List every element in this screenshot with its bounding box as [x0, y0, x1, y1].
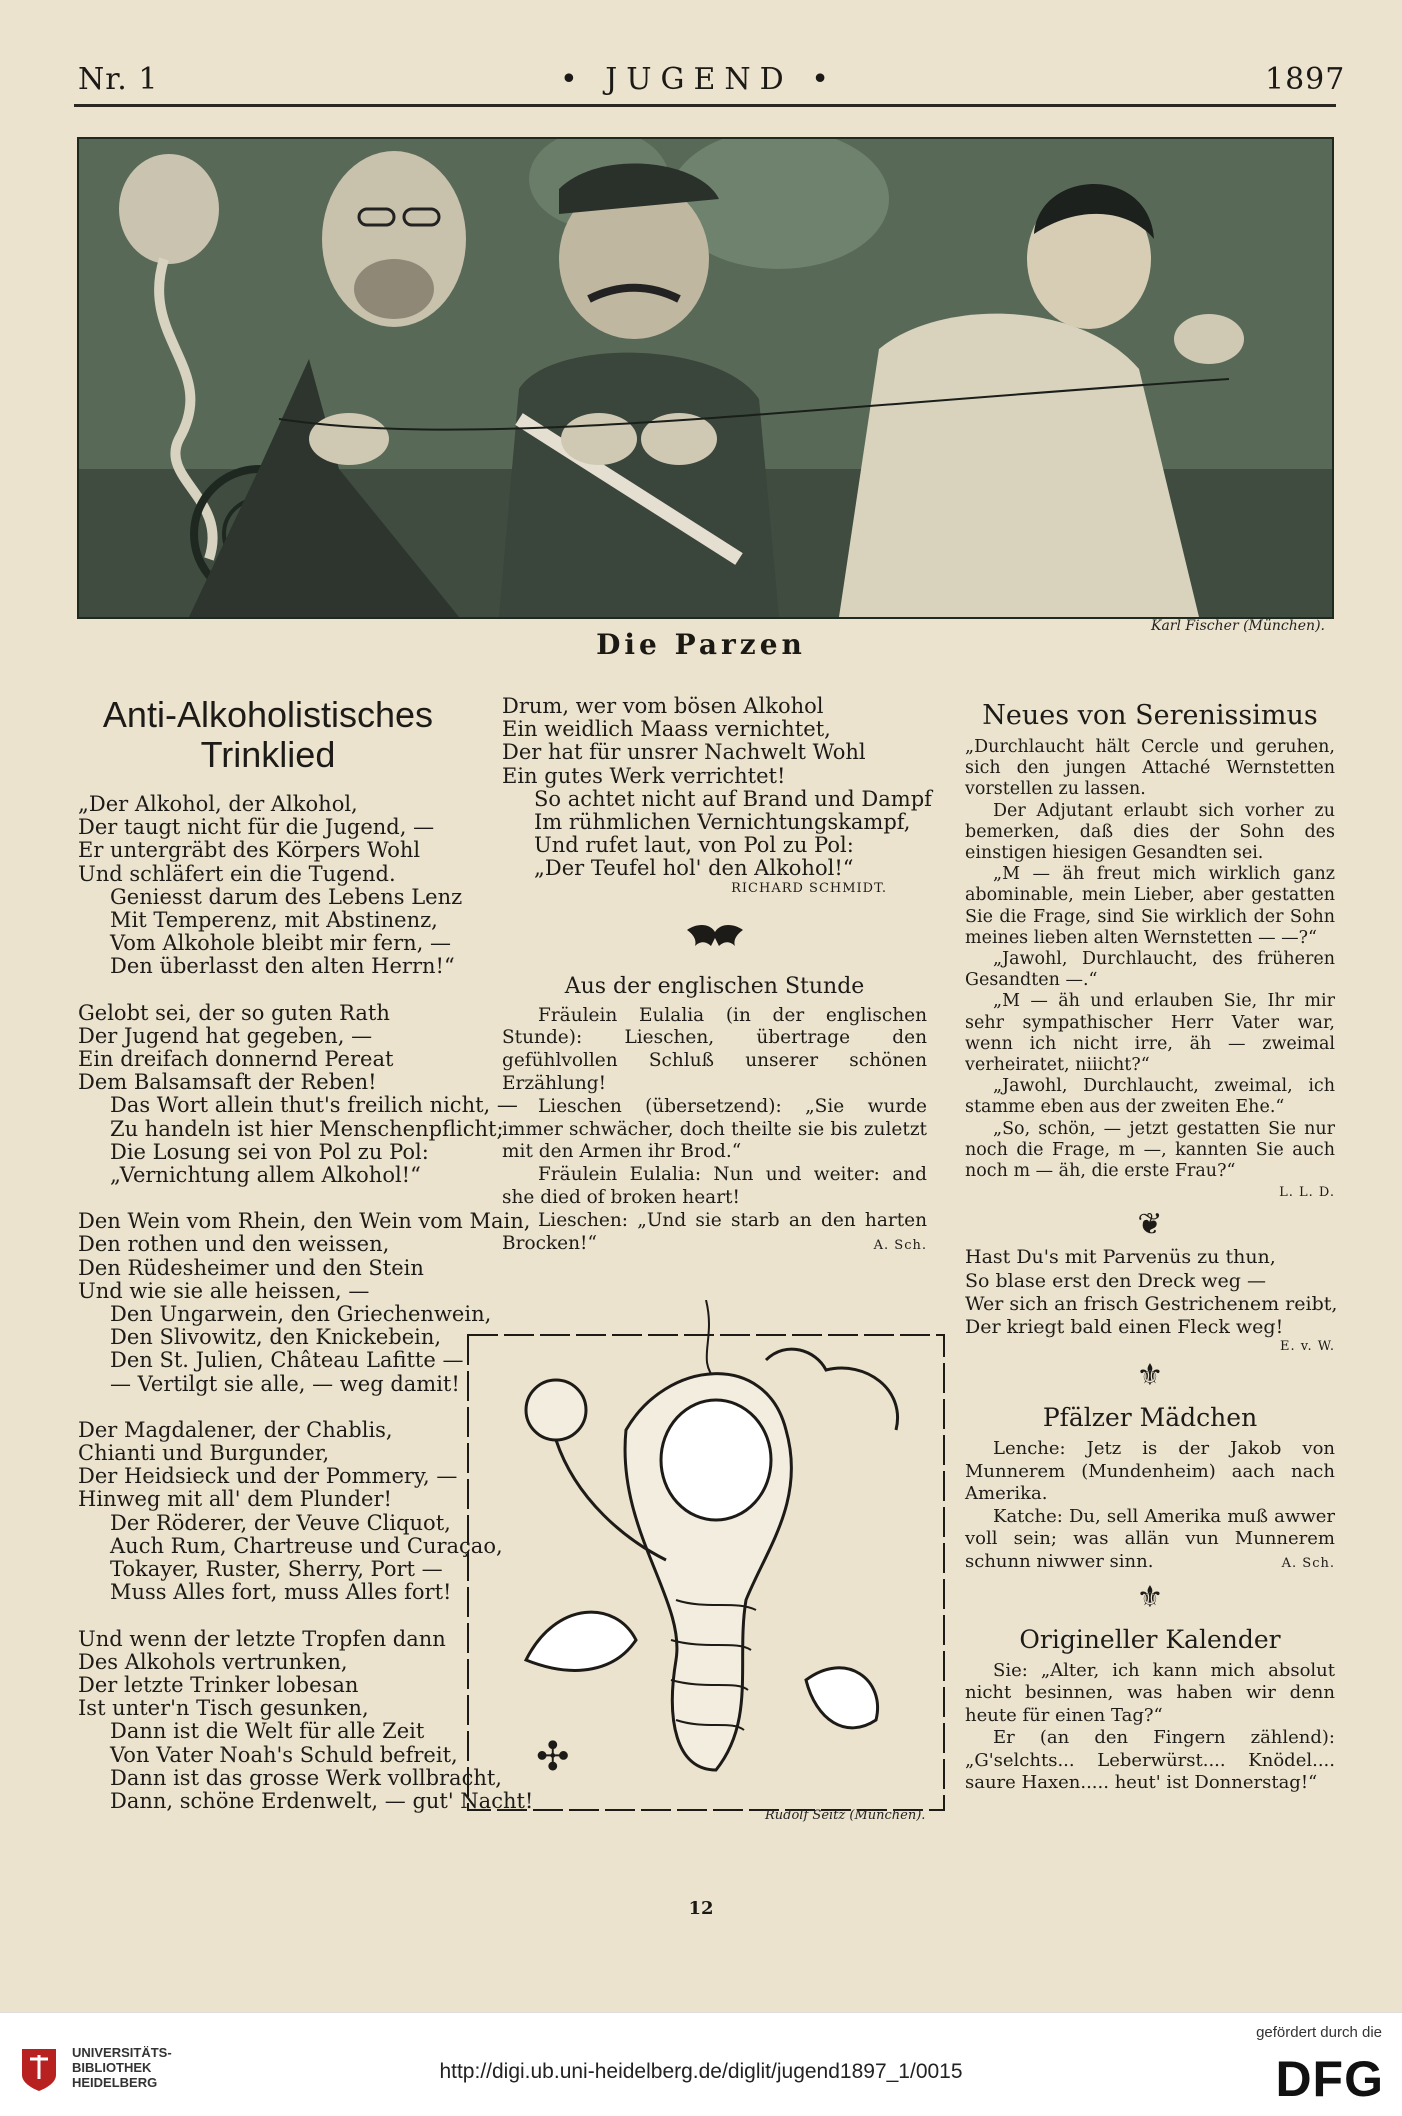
permalink-url[interactable]: http://digi.ub.uni-heidelberg.de/diglit/jugend1897_1/0015	[439, 2060, 963, 2083]
verse-line: Muss Alles fort, muss Alles fort!	[110, 1580, 452, 1605]
bat-ornament	[502, 920, 927, 954]
svg-text:✣: ✣	[536, 1734, 570, 1780]
text-paragraph: L. L. D.	[1279, 1185, 1335, 1201]
verse-line: Den Rüdesheimer und den Stein	[78, 1255, 424, 1280]
verse-line: Vom Alkohole bleibt mir fern, —	[110, 931, 452, 956]
verse-line: Ein gutes Werk verrichtet!	[502, 763, 786, 788]
banner-credit: Karl Fischer (München).	[1151, 618, 1325, 634]
stanza-1	[78, 792, 463, 979]
funding-label: gefördert durch die	[1256, 2024, 1382, 2041]
poem-author: RICHARD SCHMIDT.	[731, 880, 887, 896]
verse-line: Und wenn der letzte Tropfen dann	[78, 1626, 446, 1651]
verse-line: Der Heidsieck und der Pommery, —	[78, 1464, 458, 1489]
text-paragraph: Trinklied	[200, 734, 336, 775]
text-paragraph: Sie: „Alter, ich kann mich absolut nicht besinnen, was haben wir denn heute für einen Tag?“	[965, 1659, 1335, 1726]
text-paragraph: A. Sch.	[873, 1238, 927, 1254]
verse-line: Von Vater Noah's Schuld befreit,	[110, 1742, 458, 1767]
text-paragraph: Katche: Du, sell Amerika muß awwer voll sein; was allän vun Munnerem schunn niwwer sinn.	[965, 1505, 1335, 1572]
bat-icon	[685, 920, 745, 950]
serenissimus-text	[965, 737, 1335, 1203]
text-paragraph: Fräulein Eulalia (in der englischen Stunde): Lieschen, übertrage den gefühlvollen Schluß unserer schönen Erzählung!	[502, 1004, 927, 1095]
verse-line: Dann, schöne Erdenwelt, — gut' Nacht!	[110, 1788, 534, 1813]
verse-line: Ein dreifach donnernd Pereat	[78, 1047, 394, 1072]
text-paragraph: Lieschen: „Und sie starb an den harten Brocken!“	[502, 1209, 927, 1254]
verse-line: Den überlasst den alten Herrn!“	[110, 954, 455, 979]
verse-line: Den St. Julien, Château Lafitte —	[110, 1348, 464, 1373]
verse-line: Und wie sie alle heissen, —	[78, 1278, 370, 1303]
verse-line: So achtet nicht auf Brand und Dampf	[534, 786, 932, 811]
text-paragraph: „M — äh freut mich wirklich ganz abominable, mein Lieber, aber gestatten Sie die Frage, sind Sie wirklich der Sohn meines lieben alten Wernstetten — —?“	[965, 864, 1335, 948]
verse-line: Chianti und Burgunder,	[78, 1441, 330, 1466]
text-paragraph: „Durchlaucht hält Cercle und geruhen, sich den jungen Attaché Wernstetten vorstellen zu lassen.	[965, 737, 1335, 800]
page-number: 12	[688, 1898, 714, 1919]
verse-line: Mit Temperenz, mit Abstinenz,	[110, 908, 438, 933]
banner-caption: Die Parzen	[596, 628, 806, 661]
verse-line: Der hat für unsrer Nachwelt Wohl	[502, 740, 866, 765]
verse-line: Dann ist die Welt für alle Zeit	[110, 1719, 425, 1744]
stanza-4	[78, 1417, 503, 1605]
stunde-text	[502, 1005, 927, 1259]
stanza-2	[78, 1000, 518, 1188]
text-paragraph: BIBLIOTHEK	[72, 2060, 152, 2075]
kalender-text	[965, 1660, 1335, 1795]
text-paragraph: Lieschen (übersetzend): „Sie wurde immer schwächer, doch theilte sie bis zuletzt mit den Armen ihr Brod.“	[502, 1095, 927, 1163]
verse-line: Und rufet laut, von Pol zu Pol:	[534, 833, 854, 858]
verse-line: Geniesst darum des Lebens Lenz	[110, 884, 463, 909]
ornamental-drawing	[466, 1300, 946, 1825]
magazine-title: • JUGEND •	[560, 62, 838, 97]
text-paragraph: HEIDELBERG	[72, 2075, 158, 2090]
middle-column	[502, 694, 932, 1258]
text-paragraph: „Jawohl, Durchlaucht, zweimal, ich stamme eben aus der zweiten Ehe.“	[965, 1076, 1335, 1118]
poem-title	[78, 695, 458, 775]
pfaelzer-title: Pfälzer Mädchen	[1042, 1403, 1258, 1433]
verse-line: Hinweg mit all' dem Plunder!	[78, 1487, 392, 1512]
text-paragraph: Der Adjutant erlaubt sich vorher zu bemerken, daß dies der Sohn des einstigen hiesigen Gesandten sei.	[965, 800, 1335, 864]
verse-line: Die Losung sei von Pol zu Pol:	[110, 1139, 429, 1164]
serenissimus-title: Neues von Serenissimus	[982, 700, 1318, 731]
verse-line: Wer sich an frisch Gestrichenem reibt,	[965, 1292, 1338, 1315]
verse-line: Hast Du's mit Parvenüs zu thun,	[965, 1246, 1276, 1269]
right-column	[965, 700, 1338, 1795]
fleur-ornament-icon-2: ⚜	[1136, 1579, 1164, 1615]
parvenu-verse: Hast Du's mit Parvenüs zu thun, So blase erst den Dreck weg — Wer sich an frisch Gestrichenem reibt, Der kriegt bald einen Fleck weg! E. v. W.	[965, 1246, 1338, 1355]
verse-line: Er untergräbt des Körpers Wohl	[78, 838, 421, 863]
verse-line: Der Jugend hat gegeben, —	[78, 1023, 373, 1048]
verse-line: — Vertilgt sie alle, — weg damit!	[110, 1371, 460, 1396]
stanza-6	[502, 694, 932, 881]
text-paragraph: A. Sch.	[1281, 1556, 1335, 1572]
text-paragraph: Fräulein Eulalia: Nun und weiter: and she died of broken heart!	[502, 1164, 927, 1208]
verse-line: Ist unter'n Tisch gesunken,	[78, 1696, 369, 1721]
verse-line: Des Alkohols vertrunken,	[78, 1649, 348, 1674]
verse-line: Zu handeln ist hier Menschenpflicht;	[110, 1116, 504, 1141]
verse-line: Den Slivowitz, den Knickebein,	[110, 1325, 442, 1350]
verse-line: So blase erst den Dreck weg —	[965, 1269, 1266, 1292]
verse-line: Der taugt nicht für die Jugend, —	[78, 815, 435, 840]
fleur-ornament-icon: ⚜	[1136, 1358, 1164, 1394]
verse-line: Gelobt sei, der so guten Rath	[78, 1000, 390, 1025]
verse-line: Der kriegt bald einen Fleck weg!	[965, 1316, 1284, 1339]
text-paragraph: Er (an den Fingern zählend): „G'selchts... Leberwürst.... Knödel.... saure Haxen..... heut' ist Donnerstag!“	[965, 1727, 1335, 1794]
verse-line: Den Wein vom Rhein, den Wein vom Main,	[78, 1209, 531, 1234]
scroll-ornament-icon: ❦	[1137, 1207, 1163, 1243]
verse-line: Den Ungarwein, den Griechenwein,	[110, 1302, 492, 1327]
verse-line: Der Magdalener, der Chablis,	[78, 1417, 393, 1442]
verse-line: „Vernichtung allem Alkohol!“	[110, 1163, 421, 1188]
verse-line: Drum, wer vom bösen Alkohol	[502, 694, 824, 718]
verse-line: Auch Rum, Chartreuse und Curaçao,	[110, 1533, 503, 1558]
verse-line: Der Röderer, der Veuve Cliquot,	[110, 1510, 451, 1535]
text-paragraph: Lenche: Jetz is der Jakob von Munnerem (Mundenheim) aach nach Amerika.	[965, 1438, 1335, 1505]
header-rule	[74, 104, 1336, 107]
verse-line: Dem Balsamsaft der Reben!	[78, 1070, 377, 1095]
verse-line: Und schläfert ein die Tugend.	[78, 861, 396, 886]
text-paragraph: „M — äh und erlauben Sie, Ihr mir sehr sympathischer Herr Vater war, wenn ich nicht irre, äh — zweimal verheiratet, niiicht?“	[965, 991, 1335, 1076]
verse-line: Den rothen und den weissen,	[78, 1232, 390, 1257]
verse-line: „Der Teufel hol' den Alkohol!“	[534, 856, 854, 881]
issue-year: 1897	[1265, 62, 1346, 97]
stanza-3	[78, 1209, 531, 1396]
verse-line: Im rühmlichen Vernichtungskampf,	[534, 810, 911, 835]
stanza-5	[78, 1626, 534, 1814]
drawing-credit: Rudolf Seitz (München).	[765, 1808, 926, 1823]
stunde-title: Aus der englischen Stunde	[564, 973, 865, 999]
verse-line: Der letzte Trinker lobesan	[78, 1672, 359, 1697]
banner-illustration	[77, 137, 1334, 619]
text-paragraph: „So, schön, — jetzt gestatten Sie nur noch die Frage, m —, kannten Sie auch noch m — äh, die erste Frau?“	[965, 1118, 1335, 1182]
pfaelzer-text	[965, 1438, 1335, 1576]
verse-line: Tokayer, Ruster, Sherry, Port —	[110, 1557, 443, 1582]
kalender-title: Origineller Kalender	[1019, 1624, 1281, 1654]
text-paragraph: UNIVERSITÄTS-	[72, 2045, 172, 2060]
verse-line: Ein weidlich Maass vernichtet,	[502, 717, 831, 742]
text-paragraph: „Jawohl, Durchlaucht, des früheren Gesandten —.“	[965, 949, 1335, 991]
dfg-logo: DFG	[1275, 2051, 1384, 2107]
issue-number: Nr. 1	[78, 62, 159, 97]
poem-column-1	[78, 694, 534, 1813]
text-paragraph: Anti-Alkoholistisches	[102, 694, 434, 735]
verse-line: Das Wort allein thut's freilich nicht, —	[110, 1093, 518, 1118]
verse-line: „Der Alkohol, der Alkohol,	[78, 792, 358, 816]
verse-line: Dann ist das grosse Werk vollbracht,	[110, 1765, 502, 1790]
